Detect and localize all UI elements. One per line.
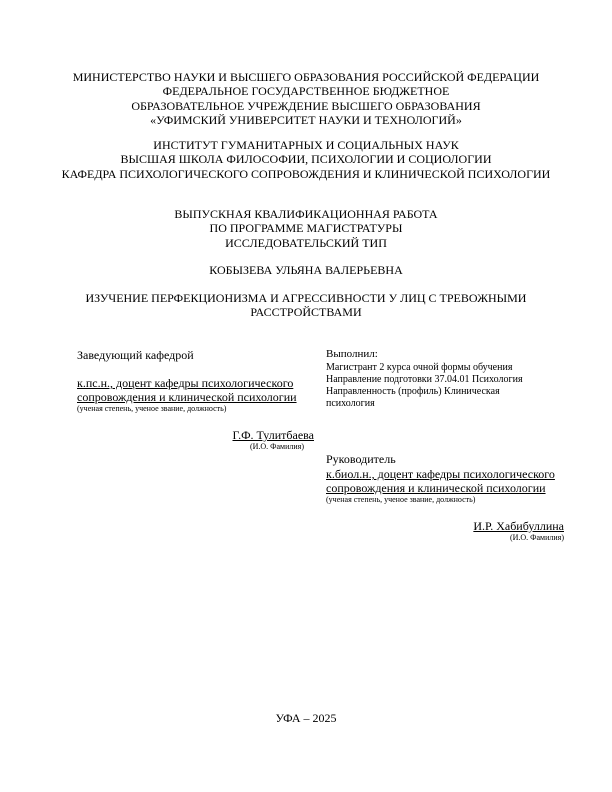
institute-line: ВЫСШАЯ ШКОЛА ФИЛОСОФИИ, ПСИХОЛОГИИ И СОЦИОЛОГИИ [120,152,492,167]
work-type [0,207,612,250]
institute-line: КАФЕДРА ПСИХОЛОГИЧЕСКОГО СОПРОВОЖДЕНИЯ И КЛИНИЧЕСКОЙ ПСИХОЛОГИИ [61,166,551,181]
supervisor-position-line: сопровождения и клинической психологии [326,481,546,495]
performer-line: Магистрант 2 курса очной формы обучения [326,362,513,373]
head-of-department-label: Заведующий кафедрой [77,348,194,362]
performer-line: психология [326,398,375,409]
performer-line: Направленность (профиль) Клиническая [326,386,500,397]
performer-label: Выполнил: [326,348,378,360]
institute-line: ИНСТИТУТ ГУМАНИТАРНЫХ И СОЦИАЛЬНЫХ НАУК [153,138,459,152]
thesis-title-line: ИЗУЧЕНИЕ ПЕРФЕКЦИОНИЗМА И АГРЕССИВНОСТИ У ЛИЦ С ТРЕВОЖНЫМИ [85,291,527,305]
author-name-text: КОБЫЗЕВА УЛЬЯНА ВАЛЕРЬЕВНА [209,263,403,277]
city-year [0,711,612,725]
supervisor-name: И.Р. Хабибуллина [473,519,564,533]
work-type-line: ИССЛЕДОВАТЕЛЬСКИЙ ТИП [225,235,387,250]
ministry-line: МИНИСТЕРСТВО НАУКИ И ВЫСШЕГО ОБРАЗОВАНИЯ РОССИЙСКОЙ ФЕДЕРАЦИИ [72,70,540,84]
head-name: Г.Ф. Тулитбаева [232,428,314,442]
supervisor-position-caption: (ученая степень, ученое звание, должность) [326,495,476,504]
ministry-line: ФЕДЕРАЛЬНОЕ ГОСУДАРСТВЕННОЕ БЮДЖЕТНОЕ [162,84,450,99]
ministry-line: ОБРАЗОВАТЕЛЬНОЕ УЧРЕЖДЕНИЕ ВЫСШЕГО ОБРАЗОВАНИЯ [131,98,481,113]
performer-line: Направление подготовки 37.04.01 Психология [326,374,523,385]
supervisor-name-caption: (И.О. Фамилия) [509,533,564,542]
thesis-title [0,291,612,320]
author-name [0,263,612,277]
supervisor-label: Руководитель [326,452,396,466]
institute-header [0,138,612,181]
work-type-line: ВЫПУСКНАЯ КВАЛИФИКАЦИОННАЯ РАБОТА [174,207,438,221]
city-year-text: УФА – 2025 [275,711,337,725]
work-type-line: ПО ПРОГРАММЕ МАГИСТРАТУРЫ [209,221,403,236]
head-position-line: к.пс.н., доцент кафедры психологического [77,376,294,390]
thesis-title-line: РАССТРОЙСТВАМИ [250,305,362,320]
ministry-header [0,70,612,128]
supervisor-position-line: к.биол.н., доцент кафедры психологического [326,467,555,481]
head-name-caption: (И.О. Фамилия) [249,442,304,451]
ministry-line: «УФИМСКИЙ УНИВЕРСИТЕТ НАУКИ И ТЕХНОЛОГИЙ» [150,113,462,128]
head-position-caption: (ученая степень, ученое звание, должность) [77,404,227,413]
head-position-line: сопровождения и клинической психологии [77,390,297,404]
